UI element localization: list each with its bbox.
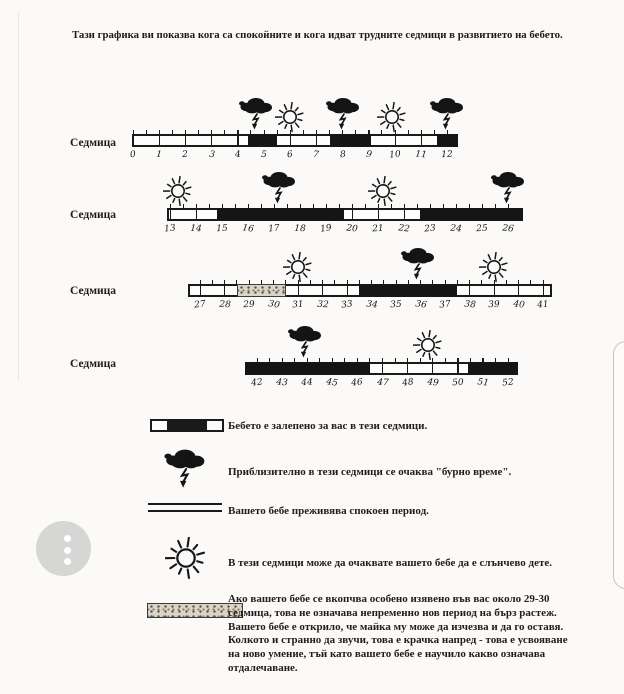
week-number: 1: [155, 149, 163, 161]
week-number: 6: [286, 149, 294, 161]
clingy-period-segment: [248, 134, 277, 147]
week-number: 28: [218, 299, 231, 311]
week-tick: [494, 280, 495, 297]
week-number: 15: [216, 223, 228, 235]
week-tick: [404, 204, 405, 221]
legend-text-storm: Приблизително в тези седмици се очаква "бурно време".: [228, 466, 512, 478]
clingy-period-segment: [217, 208, 344, 221]
week-number: 36: [414, 299, 427, 311]
week-tick: [133, 130, 134, 147]
half-week-tick: [209, 204, 210, 209]
week-number: 22: [397, 223, 411, 235]
week-number: 32: [316, 299, 329, 311]
storm-cloud-icon: [324, 95, 362, 133]
week-tick: [224, 280, 225, 297]
week-number: 42: [250, 377, 264, 389]
week-number: 8: [339, 149, 346, 161]
storm-cloud-icon: [428, 95, 466, 133]
week-number: 40: [512, 299, 525, 311]
sun-icon: [377, 102, 407, 132]
clingy-period-segment: [245, 362, 370, 375]
week-number: 52: [501, 377, 515, 389]
week-number: 12: [441, 149, 454, 161]
week-number: 30: [267, 299, 280, 311]
week-tick: [185, 130, 186, 147]
clingy-period-segment: [437, 134, 458, 147]
storm-cloud-icon: [286, 323, 324, 361]
week-number: 20: [345, 223, 359, 235]
week-tick: [469, 280, 470, 297]
week-number: 35: [389, 299, 403, 311]
storm-cloud-icon: [162, 446, 208, 497]
week-number: 4: [234, 149, 242, 161]
week-number: 51: [476, 377, 490, 389]
week-number: 34: [365, 299, 378, 311]
week-number: 3: [208, 149, 216, 161]
week-tick: [211, 130, 212, 147]
week-number: 46: [351, 377, 364, 389]
sun-icon: [163, 176, 193, 206]
week-number: 48: [401, 377, 414, 389]
week-number: 31: [291, 299, 305, 311]
week-tick: [322, 280, 323, 297]
page-title: Тази графика ви показва кога са спокойните и кога идват трудните седмици в развитието на бебето.: [72, 29, 563, 41]
half-week-tick: [530, 280, 531, 285]
week-tick: [432, 358, 433, 375]
legend-text-sunny: В тези седмици може да очаквате вашето бебе да е слънчево дете.: [228, 557, 553, 569]
week-number: 2: [182, 149, 189, 161]
legend-text-growth-spurt: Ако вашето бебе се вкопчва особено изявено във вас около 29-30 седмица, това не означава непременно нов период на бърз растеж. Вашето бебе е открило, че майка му може да изчезва и да го оставя. Колкото и странно да звучи, това е крачка напред - това е усвояване на ново умение, тъй като вашето бебе е научило какво означава отдалечаване.: [228, 593, 568, 674]
week-number: 38: [463, 299, 476, 311]
clingy-period-segment: [468, 362, 518, 375]
week-number: 5: [260, 149, 268, 161]
half-week-tick: [408, 130, 409, 135]
week-number: 47: [376, 377, 389, 389]
week-number: 29: [243, 299, 255, 311]
half-week-tick: [365, 204, 366, 209]
week-tick: [298, 280, 299, 297]
week-number: 45: [325, 377, 339, 389]
week-number: 7: [313, 149, 320, 161]
sun-icon: [479, 252, 509, 282]
week-tick: [518, 280, 519, 297]
more-options-button[interactable]: [36, 521, 91, 576]
week-number: 41: [536, 299, 550, 311]
half-week-tick: [417, 204, 418, 209]
clingy-period-segment: [420, 208, 523, 221]
week-tick: [170, 204, 171, 221]
week-number: 13: [163, 223, 177, 235]
bar-end-cap: [150, 419, 152, 432]
week-number: 33: [340, 299, 354, 311]
sun-icon: [283, 252, 313, 282]
week-number: 43: [276, 377, 289, 389]
week-tick: [316, 130, 317, 147]
clingy-period-segment: [330, 134, 372, 147]
ellipsis-dot: [64, 547, 71, 554]
half-week-tick: [445, 358, 446, 363]
storm-cloud-icon: [399, 245, 437, 283]
legend-text-calm: Вашето бебе преживява спокоен период.: [228, 505, 429, 517]
half-week-tick: [395, 358, 396, 363]
week-tick: [159, 130, 160, 147]
week-tick: [290, 130, 291, 147]
sun-icon: [165, 537, 207, 584]
half-week-tick: [224, 130, 225, 135]
week-number: 21: [371, 223, 385, 235]
week-number: 19: [319, 223, 333, 235]
week-number: 37: [438, 299, 452, 311]
week-tick: [543, 280, 544, 297]
week-number: 39: [488, 299, 500, 311]
sun-icon: [275, 102, 305, 132]
week-number: 9: [365, 149, 373, 161]
sun-icon: [368, 176, 398, 206]
week-tick: [200, 280, 201, 297]
timeline-row-label: Седмица: [70, 358, 117, 370]
sun-icon: [413, 330, 443, 360]
week-number: 44: [301, 377, 314, 389]
timeline-bar: [132, 134, 458, 147]
week-tick: [457, 358, 458, 375]
half-week-tick: [172, 130, 173, 135]
timeline-row-label: Седмица: [70, 137, 117, 149]
week-tick: [382, 358, 383, 375]
week-number: 17: [267, 223, 281, 235]
bar-end-cap: [222, 419, 224, 432]
bar-black-fill: [167, 419, 207, 432]
timeline-row-label: Седмица: [70, 285, 117, 297]
week-number: 25: [476, 223, 488, 235]
clingy-period-segment: [359, 284, 457, 297]
week-tick: [421, 130, 422, 147]
week-number: 27: [193, 299, 207, 311]
storm-cloud-icon: [489, 169, 527, 207]
week-number: 0: [129, 149, 137, 161]
week-number: 10: [388, 149, 402, 161]
ellipsis-dot: [64, 535, 71, 542]
week-number: 11: [415, 149, 428, 161]
edge-panel-handle[interactable]: [613, 341, 624, 589]
week-tick: [347, 280, 348, 297]
clingy-bar-icon: [150, 419, 224, 432]
week-tick: [407, 358, 408, 375]
half-week-tick: [146, 130, 147, 135]
week-number: 18: [294, 223, 306, 235]
calm-lines-icon: [148, 503, 222, 512]
half-week-tick: [198, 130, 199, 135]
week-tick: [196, 204, 197, 221]
ellipsis-dot: [64, 558, 71, 565]
storm-cloud-icon: [260, 169, 298, 207]
week-number: 16: [241, 223, 255, 235]
half-week-tick: [334, 280, 335, 285]
week-tick: [352, 204, 353, 221]
week-number: 23: [423, 223, 437, 235]
growth-spurt-segment: [237, 284, 286, 297]
storm-cloud-icon: [237, 95, 275, 133]
timeline-row-label: Седмица: [70, 209, 117, 221]
week-number: 14: [189, 223, 203, 235]
week-tick: [378, 204, 379, 221]
week-number: 24: [449, 223, 463, 235]
legend-text-clingy: Бебето е залепено за вас в тези седмици.: [228, 420, 428, 432]
week-number: 26: [501, 223, 515, 235]
half-week-tick: [212, 280, 213, 285]
week-number: 50: [451, 377, 464, 389]
week-number: 49: [426, 377, 439, 389]
week-tick: [395, 130, 396, 147]
